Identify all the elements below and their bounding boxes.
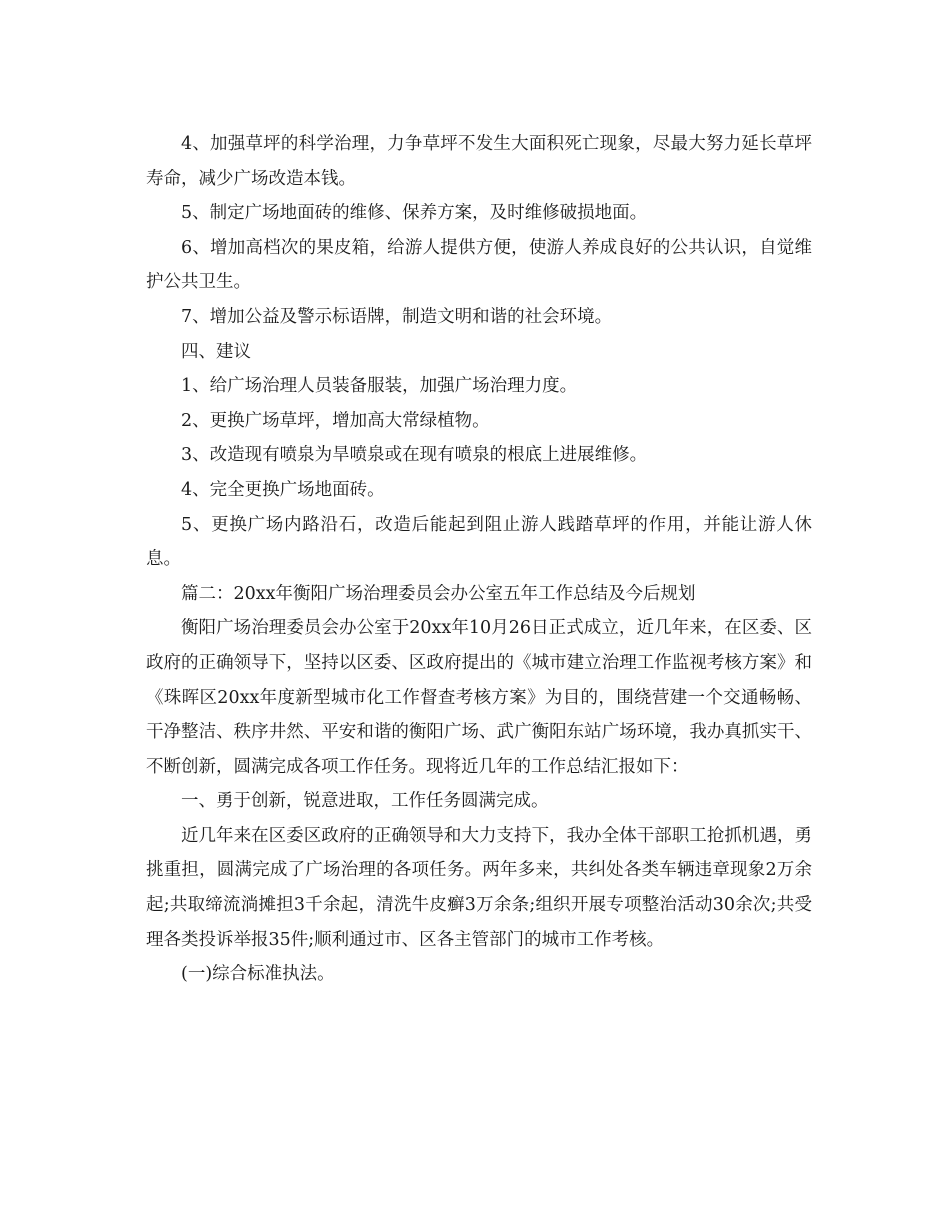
paragraph-lawn-management: 4、加强草坪的科学治理，力争草坪不发生大面积死亡现象，尽最大努力延长草坪寿命，减少广场改造本钱。	[146, 134, 812, 189]
paragraph-signage: 7、增加公益及警示标语牌，制造文明和谐的社会环境。	[181, 306, 613, 327]
paragraph-trash-bins: 6、增加高档次的果皮箱，给游人提供方便，使游人养成良好的公共认识，自觉维护公共卫生。	[146, 237, 812, 293]
article-title-part-two: 篇二：20xx年衡阳广场治理委员会办公室五年工作总结及今后规划	[181, 583, 696, 604]
document-body	[146, 127, 812, 992]
subsection-heading-enforcement: (一)综合标准执法。	[181, 964, 335, 985]
paragraph-floor-tile-plan: 5、制定广场地面砖的维修、保养方案，及时维修破损地面。	[181, 203, 648, 224]
suggestion-item-uniforms: 1、给广场治理人员装备服装，加强广场治理力度。	[181, 376, 578, 397]
section-heading-innovation: 一、勇于创新，锐意进取，工作任务圆满完成。	[181, 791, 549, 812]
suggestion-item-floor-tiles: 4、完全更换广场地面砖。	[181, 479, 385, 500]
paragraph-office-intro: 衡阳广场治理委员会办公室于20xx年10月26日正式成立，近几年来，在区委、区政府的正确领导下，坚持以区委、区政府提出的《城市建立治理工作监视考核方案》和《珠晖区20xx年度新型城市化工作督查考核方案》为目的，围绕营建一个交通畅畅、干净整洁、秩序井然、平安和谐的衡阳广场、武广衡阳东站广场环境，我办真抓实干、不断创新，圆满完成各项工作任务。现将近几年的工作总结汇报如下：	[146, 618, 812, 777]
section-heading-suggestions: 四、建议	[181, 341, 251, 362]
suggestion-item-fountain: 3、改造现有喷泉为旱喷泉或在现有喷泉的根底上进展维修。	[181, 445, 648, 466]
paragraph-achievements: 近几年来在区委区政府的正确领导和大力支持下，我办全体干部职工抢抓机遇，勇挑重担，圆满完成了广场治理的各项任务。两年多来，共纠处各类车辆违章现象2万余起;共取缔流淌摊担3千余起，清洗牛皮癣3万余条;组织开展专项整治活动30余次;共受理各类投诉举报35件;顺利通过市、区各主管部门的城市工作考核。	[146, 825, 812, 950]
suggestion-item-lawn: 2、更换广场草坪，增加高大常绿植物。	[181, 410, 490, 431]
suggestion-item-curbstones: 5、更换广场内路沿石，改造后能起到阻止游人践踏草坪的作用，并能让游人休息。	[146, 514, 812, 570]
